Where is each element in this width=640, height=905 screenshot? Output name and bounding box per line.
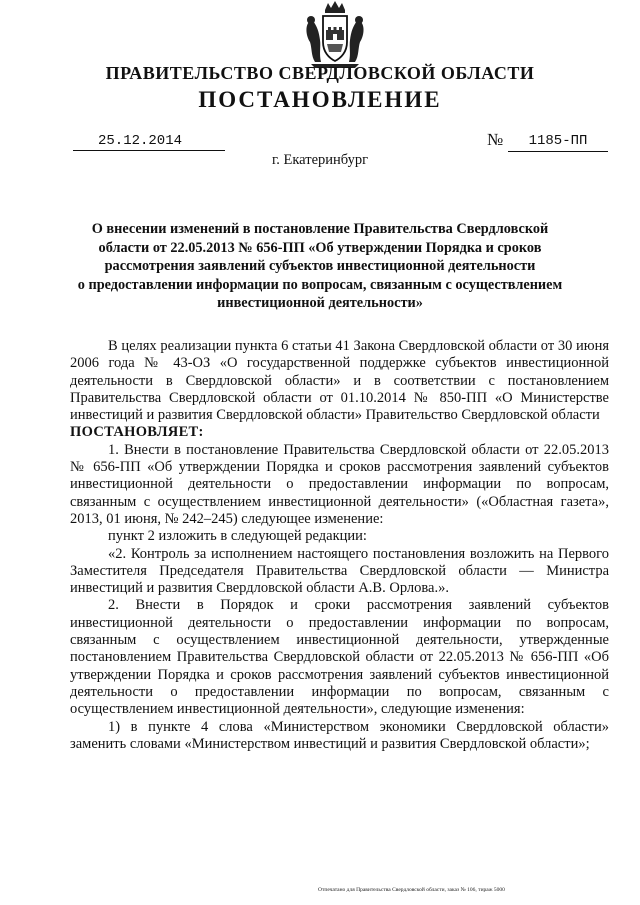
item-1-quote: «2. Контроль за исполнением настоящего постановления возложить на Первого Заместителя Председателя Правительства Свердловской области — Министра инвестиций и развития Свердловской области А.В. Орлова.». — [70, 545, 609, 597]
document-number: 1185-ПП — [508, 133, 608, 152]
title-line: области от 22.05.2013 № 656-ПП «Об утверждении Порядка и сроков — [98, 239, 542, 256]
print-footer: Отпечатано для Правительства Свердловской области, заказ № 106, тираж 5000 — [318, 887, 505, 893]
item-1-subparagraph: пункт 2 изложить в следующей редакции: — [108, 528, 367, 545]
title-line: инвестиционной деятельности» — [217, 295, 423, 312]
title-line: О внесении изменений в постановление Правительства Свердловской — [91, 221, 549, 237]
preamble-paragraph: В целях реализации пункта 6 статьи 41 Закона Свердловской области от 30 июня 2006 года № 43-ОЗ «О государственной поддержке субъектов инвестиционной деятельности в Свердловской области» и в соответствии с постановлением Правительства Свердловской области от 01.10.2014 № 850-ПП «О Министерстве инвестиций и развития Свердловской области» Правительство Свердловской области — [70, 338, 609, 424]
document-title — [60, 220, 580, 313]
item-2-subparagraph-1: 1) в пункте 4 слова «Министерством экономики Свердловской области» заменить словами «Министерством инвестиций и развития Свердловской области»; — [70, 718, 609, 752]
document-date: 25.12.2014 — [73, 133, 225, 151]
item-2-paragraph: 2. Внести в Порядок и сроки рассмотрения заявлений субъектов инвестиционной деятельности о предоставлении информации по вопросам, связанным с осуществлением инвестиционной деятельности, утвержденные постановлением Правительства Свердловской области от 22.05.2013 № 656-ПП «Об утверждении Порядка и сроков рассмотрения заявлений субъектов инвестиционной деятельности о предоставлении информации по вопросам, связанным с осуществлением инвестиционной деятельности», следующие изменения: — [70, 597, 609, 718]
document-body — [70, 338, 609, 753]
document-type: ПОСТАНОВЛЕНИЕ — [198, 87, 442, 112]
coat-of-arms-icon — [295, 0, 375, 70]
item-1-paragraph: 1. Внести в постановление Правительства Свердловской области от 22.05.2013 № 656-ПП «Об утверждении Порядка и сроков рассмотрения заявлений субъектов инвестиционной деятельности о предоставлении информации по вопросам, связанным с осуществлением инвестиционной деятельности» («Областная газета», 2013, 01 июня, № 242–245) следующее изменение: — [70, 441, 609, 527]
organization-name: ПРАВИТЕЛЬСТВО СВЕРДЛОВСКОЙ ОБЛАСТИ — [105, 63, 535, 83]
title-line: рассмотрения заявлений субъектов инвестиционной деятельности — [104, 258, 536, 275]
decree-heading: ПОСТАНОВЛЯЕТ: — [70, 424, 204, 441]
title-line: о предоставлении информации по вопросам, связанным с осуществлением — [77, 276, 563, 293]
document-number-label: № — [487, 130, 504, 149]
issue-city: г. Екатеринбург — [271, 152, 369, 168]
